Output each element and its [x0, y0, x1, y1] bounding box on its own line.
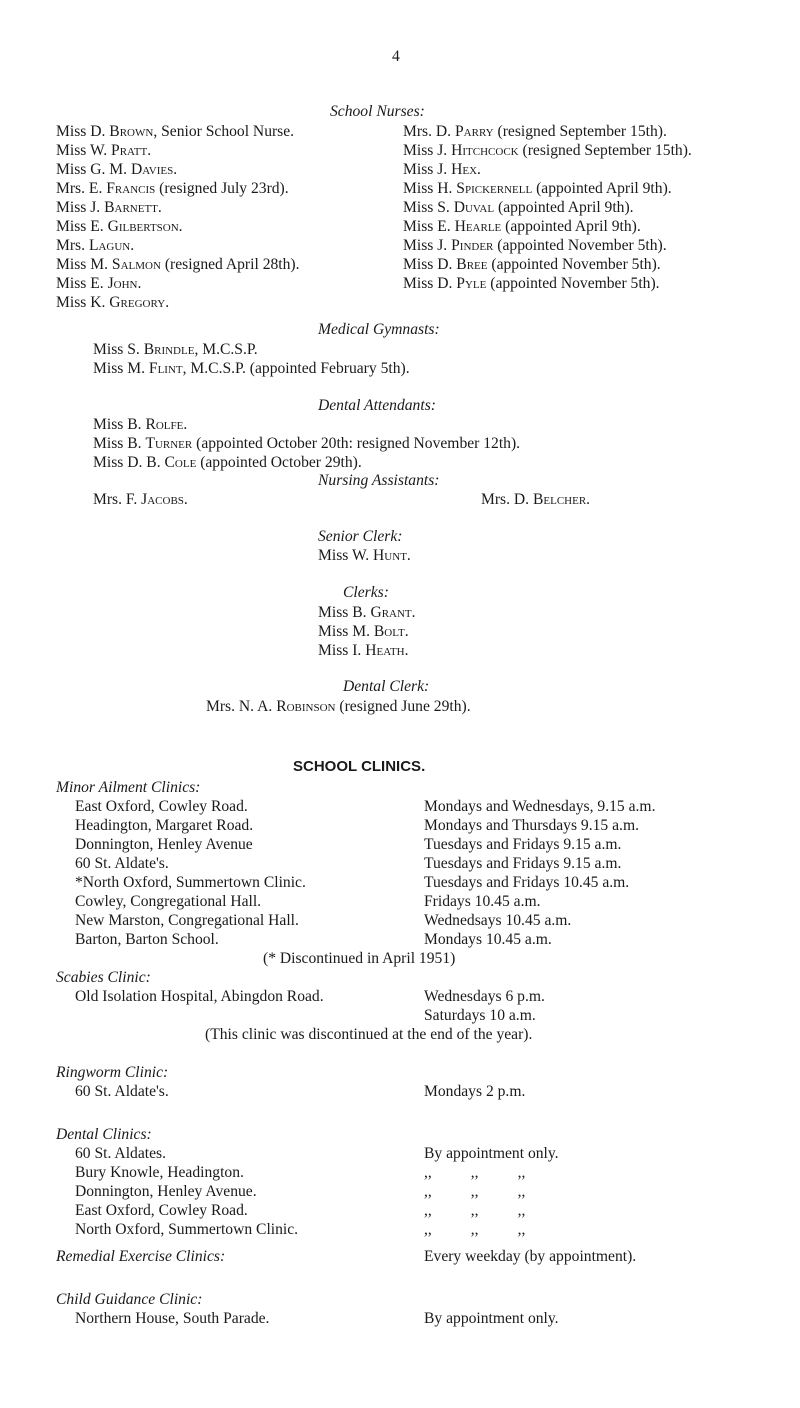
suffix: , M.C.S.P. (appointed February 5th).: [182, 360, 410, 377]
suffix: .: [477, 161, 481, 178]
page-number: 4: [392, 48, 400, 65]
clinic-time: ,, ,, ,,: [424, 1164, 526, 1181]
prefix: Miss B.: [93, 416, 146, 433]
clinic-place: East Oxford, Cowley Road.: [75, 798, 248, 815]
minor-ailment-times: [424, 797, 655, 949]
dental-clinics-times: [424, 1144, 559, 1239]
suffix: .: [178, 218, 183, 235]
clerk-entry: [318, 622, 416, 641]
clinic-place: New Marston, Congregational Hall.: [75, 912, 299, 929]
suffix: .: [183, 491, 188, 508]
remedial-heading: Remedial Exercise Clinics:: [56, 1248, 226, 1265]
prefix: Miss E.: [56, 275, 108, 292]
nurse-entry: [56, 293, 300, 312]
surname: Grant: [370, 604, 412, 621]
nurse-entry: [403, 141, 692, 160]
attendant-entry: [93, 434, 520, 453]
surname: Pinder: [451, 237, 494, 254]
surname: Bree: [456, 256, 488, 273]
nurse-entry: [403, 198, 692, 217]
prefix: Mrs. E.: [56, 180, 107, 197]
prefix: Mrs.: [56, 237, 89, 254]
ringworm-heading: Ringworm Clinic:: [56, 1064, 169, 1081]
surname: Hearle: [454, 218, 502, 235]
suffix: (appointed October 29th).: [196, 454, 362, 471]
clinic-time: Wednedsays 10.45 a.m.: [424, 912, 572, 929]
nurse-entry: [403, 236, 692, 255]
nurse-entry: [56, 160, 300, 179]
nurse-entry: [56, 179, 300, 198]
surname: Belcher: [532, 491, 587, 508]
suffix: (appointed April 9th).: [532, 180, 672, 197]
surname: Pyle: [456, 275, 487, 292]
prefix: Mrs. D.: [403, 123, 455, 140]
nursing-assistant-right: [481, 490, 590, 509]
surname: Heath: [365, 642, 405, 659]
scabies-time-1: Wednesdays 6 p.m.: [424, 988, 545, 1005]
prefix: Mrs. N. A.: [206, 698, 277, 715]
prefix: Miss D.: [56, 123, 110, 140]
clinic-place: Donnington, Henley Avenue.: [75, 1183, 257, 1200]
clinic-place: Donnington, Henley Avenue: [75, 836, 253, 853]
prefix: Miss W.: [318, 547, 374, 564]
scabies-note: (This clinic was discontinued at the end of the year).: [205, 1026, 533, 1043]
suffix: (appointed November 5th).: [493, 237, 667, 254]
surname: Jacobs: [141, 491, 184, 508]
suffix: (appointed April 9th).: [501, 218, 641, 235]
prefix: Miss G. M.: [56, 161, 131, 178]
surname: Pratt: [111, 142, 148, 159]
suffix: .: [165, 294, 170, 311]
prefix: Mrs. F.: [93, 491, 142, 508]
prefix: Miss J.: [403, 237, 452, 254]
surname: Barnett: [104, 199, 158, 216]
clinic-time: Tuesdays and Fridays 9.15 a.m.: [424, 855, 622, 872]
minor-ailment-heading: Minor Ailment Clinics:: [56, 779, 201, 796]
suffix: , M.C.S.P.: [194, 341, 258, 358]
suffix: (resigned July 23rd).: [155, 180, 289, 197]
suffix: (appointed April 9th).: [494, 199, 634, 216]
suffix: .: [404, 623, 409, 640]
clinic-time: Fridays 10.45 a.m.: [424, 893, 541, 910]
suffix: .: [157, 199, 162, 216]
school-nurses-right-list: [403, 122, 692, 293]
prefix: Miss S.: [93, 341, 144, 358]
prefix: Miss K.: [56, 294, 110, 311]
suffix: (resigned September 15th).: [518, 142, 692, 159]
clinic-place: North Oxford, Summertown Clinic.: [75, 1221, 299, 1238]
clerk-entry: [318, 641, 416, 660]
minor-ailment-places: [75, 797, 306, 949]
school-nurses-heading: School Nurses:: [330, 103, 425, 120]
suffix: .: [411, 604, 416, 621]
clinic-place: Headington, Margaret Road.: [75, 817, 254, 834]
prefix: Miss W.: [56, 142, 112, 159]
dental-clinics-heading: Dental Clinics:: [56, 1126, 152, 1143]
prefix: Miss B.: [318, 604, 371, 621]
surname: Spickernell: [456, 180, 533, 197]
prefix: Miss M.: [318, 623, 374, 640]
surname: Brindle: [143, 341, 195, 358]
surname: Lagun: [88, 237, 131, 254]
nurse-entry: [403, 255, 692, 274]
suffix: .: [406, 547, 411, 564]
surname: John: [107, 275, 138, 292]
child-guidance-heading: Child Guidance Clinic:: [56, 1291, 203, 1308]
clinic-place: Barton, Barton School.: [75, 931, 219, 948]
scabies-heading: Scabies Clinic:: [56, 969, 151, 986]
nurse-entry: [56, 255, 300, 274]
nursing-assistant-left: [93, 490, 188, 509]
prefix: Mrs. D.: [481, 491, 533, 508]
suffix: (appointed November 5th).: [486, 275, 660, 292]
dental-clerk-name: [206, 697, 471, 716]
dental-attendants-list: [93, 415, 520, 472]
surname: Salmon: [111, 256, 161, 273]
clinic-place: 60 St. Aldates.: [75, 1145, 166, 1162]
school-clinics-heading: SCHOOL CLINICS.: [293, 758, 426, 775]
surname: Hunt: [373, 547, 407, 564]
surname: Cole: [164, 454, 197, 471]
clinic-place: Bury Knowle, Headington.: [75, 1164, 244, 1181]
school-nurses-left-list: [56, 122, 300, 312]
suffix: (appointed November 5th).: [487, 256, 661, 273]
dental-clerk-heading: Dental Clerk:: [343, 678, 430, 695]
clinic-time: Mondays and Wednesdays, 9.15 a.m.: [424, 798, 656, 815]
prefix: Miss E.: [56, 218, 108, 235]
senior-clerk-heading: Senior Clerk:: [318, 528, 403, 545]
prefix: Miss M.: [56, 256, 112, 273]
nurse-entry: [56, 274, 300, 293]
surname: Bolt: [373, 623, 405, 640]
prefix: Miss D.: [403, 275, 457, 292]
prefix: Miss S.: [403, 199, 454, 216]
suffix: (resigned September 15th).: [493, 123, 667, 140]
surname: Francis: [106, 180, 156, 197]
clinic-place: *North Oxford, Summertown Clinic.: [75, 874, 306, 891]
nurse-entry: [56, 236, 300, 255]
suffix: .: [130, 237, 135, 254]
surname: Flint: [148, 360, 183, 377]
suffix: .: [404, 642, 409, 659]
suffix: .: [137, 275, 142, 292]
clerk-entry: [318, 603, 416, 622]
nurse-entry: [56, 198, 300, 217]
clinic-time: ,, ,, ,,: [424, 1221, 526, 1238]
senior-clerk-name: [318, 546, 411, 565]
surname: Hitchcock: [451, 142, 519, 159]
suffix: (appointed October 20th: resigned November 12th).: [192, 435, 521, 452]
nurse-entry: [403, 217, 692, 236]
nurse-entry: [56, 217, 300, 236]
clinic-time: ,, ,, ,,: [424, 1202, 526, 1219]
ringworm-place: 60 St. Aldate's.: [75, 1083, 169, 1100]
prefix: Miss E.: [403, 218, 455, 235]
clinic-place: 60 St. Aldate's.: [75, 855, 169, 872]
surname: Hex: [451, 161, 478, 178]
attendant-entry: [93, 453, 520, 472]
clerks-list: [318, 603, 416, 660]
prefix: Miss B.: [93, 435, 146, 452]
suffix: (resigned April 28th).: [160, 256, 300, 273]
nursing-assistants-heading: Nursing Assistants:: [318, 472, 440, 489]
gymnast-entry: [93, 359, 410, 378]
surname: Turner: [145, 435, 193, 452]
clinic-time: Tuesdays and Fridays 9.15 a.m.: [424, 836, 622, 853]
surname: Parry: [454, 123, 494, 140]
surname: Brown: [109, 123, 154, 140]
prefix: Miss J.: [403, 161, 452, 178]
suffix: .: [147, 142, 152, 159]
clerks-heading: Clerks:: [343, 584, 389, 601]
clinic-time: ,, ,, ,,: [424, 1183, 526, 1200]
gymnast-entry: [93, 340, 410, 359]
scabies-place: Old Isolation Hospital, Abingdon Road.: [75, 988, 324, 1005]
nurse-entry: [56, 141, 300, 160]
surname: Duval: [453, 199, 495, 216]
suffix: .: [183, 416, 188, 433]
child-guidance-time: By appointment only.: [424, 1310, 559, 1327]
clinic-time: By appointment only.: [424, 1145, 559, 1162]
prefix: Miss M.: [93, 360, 149, 377]
remedial-time: Every weekday (by appointment).: [424, 1248, 637, 1265]
dental-clinics-places: [75, 1144, 298, 1239]
prefix: Miss J.: [403, 142, 452, 159]
nurse-entry: [403, 160, 692, 179]
dental-attendants-heading: Dental Attendants:: [318, 397, 436, 414]
surname: Robinson: [276, 698, 336, 715]
child-guidance-place: Northern House, South Parade.: [75, 1310, 270, 1327]
clinic-place: East Oxford, Cowley Road.: [75, 1202, 248, 1219]
suffix: .: [586, 491, 591, 508]
surname: Davies: [130, 161, 174, 178]
nurse-entry: [403, 179, 692, 198]
surname: Gilbertson: [107, 218, 179, 235]
prefix: Miss I.: [318, 642, 366, 659]
nurse-entry: [403, 122, 692, 141]
medical-gymnasts-heading: Medical Gymnasts:: [318, 321, 440, 338]
prefix: Miss H.: [403, 180, 457, 197]
clinic-place: Cowley, Congregational Hall.: [75, 893, 262, 910]
surname: Rolfe: [145, 416, 184, 433]
surname: Gregory: [109, 294, 166, 311]
nurse-entry: [56, 122, 300, 141]
ringworm-time: Mondays 2 p.m.: [424, 1083, 526, 1100]
prefix: Miss J.: [56, 199, 105, 216]
clinic-time: Mondays 10.45 a.m.: [424, 931, 552, 948]
prefix: Miss D.: [403, 256, 457, 273]
clinic-time: Tuesdays and Fridays 10.45 a.m.: [424, 874, 630, 891]
suffix: .: [173, 161, 178, 178]
minor-ailment-note: (* Discontinued in April 1951): [263, 950, 456, 967]
medical-gymnasts-list: [93, 340, 410, 378]
attendant-entry: [93, 415, 520, 434]
suffix: (resigned June 29th).: [335, 698, 471, 715]
suffix: , Senior School Nurse.: [153, 123, 295, 140]
scabies-time-2: Saturdays 10 a.m.: [424, 1007, 536, 1024]
prefix: Miss D. B.: [93, 454, 165, 471]
clinic-time: Mondays and Thursdays 9.15 a.m.: [424, 817, 639, 834]
nurse-entry: [403, 274, 692, 293]
